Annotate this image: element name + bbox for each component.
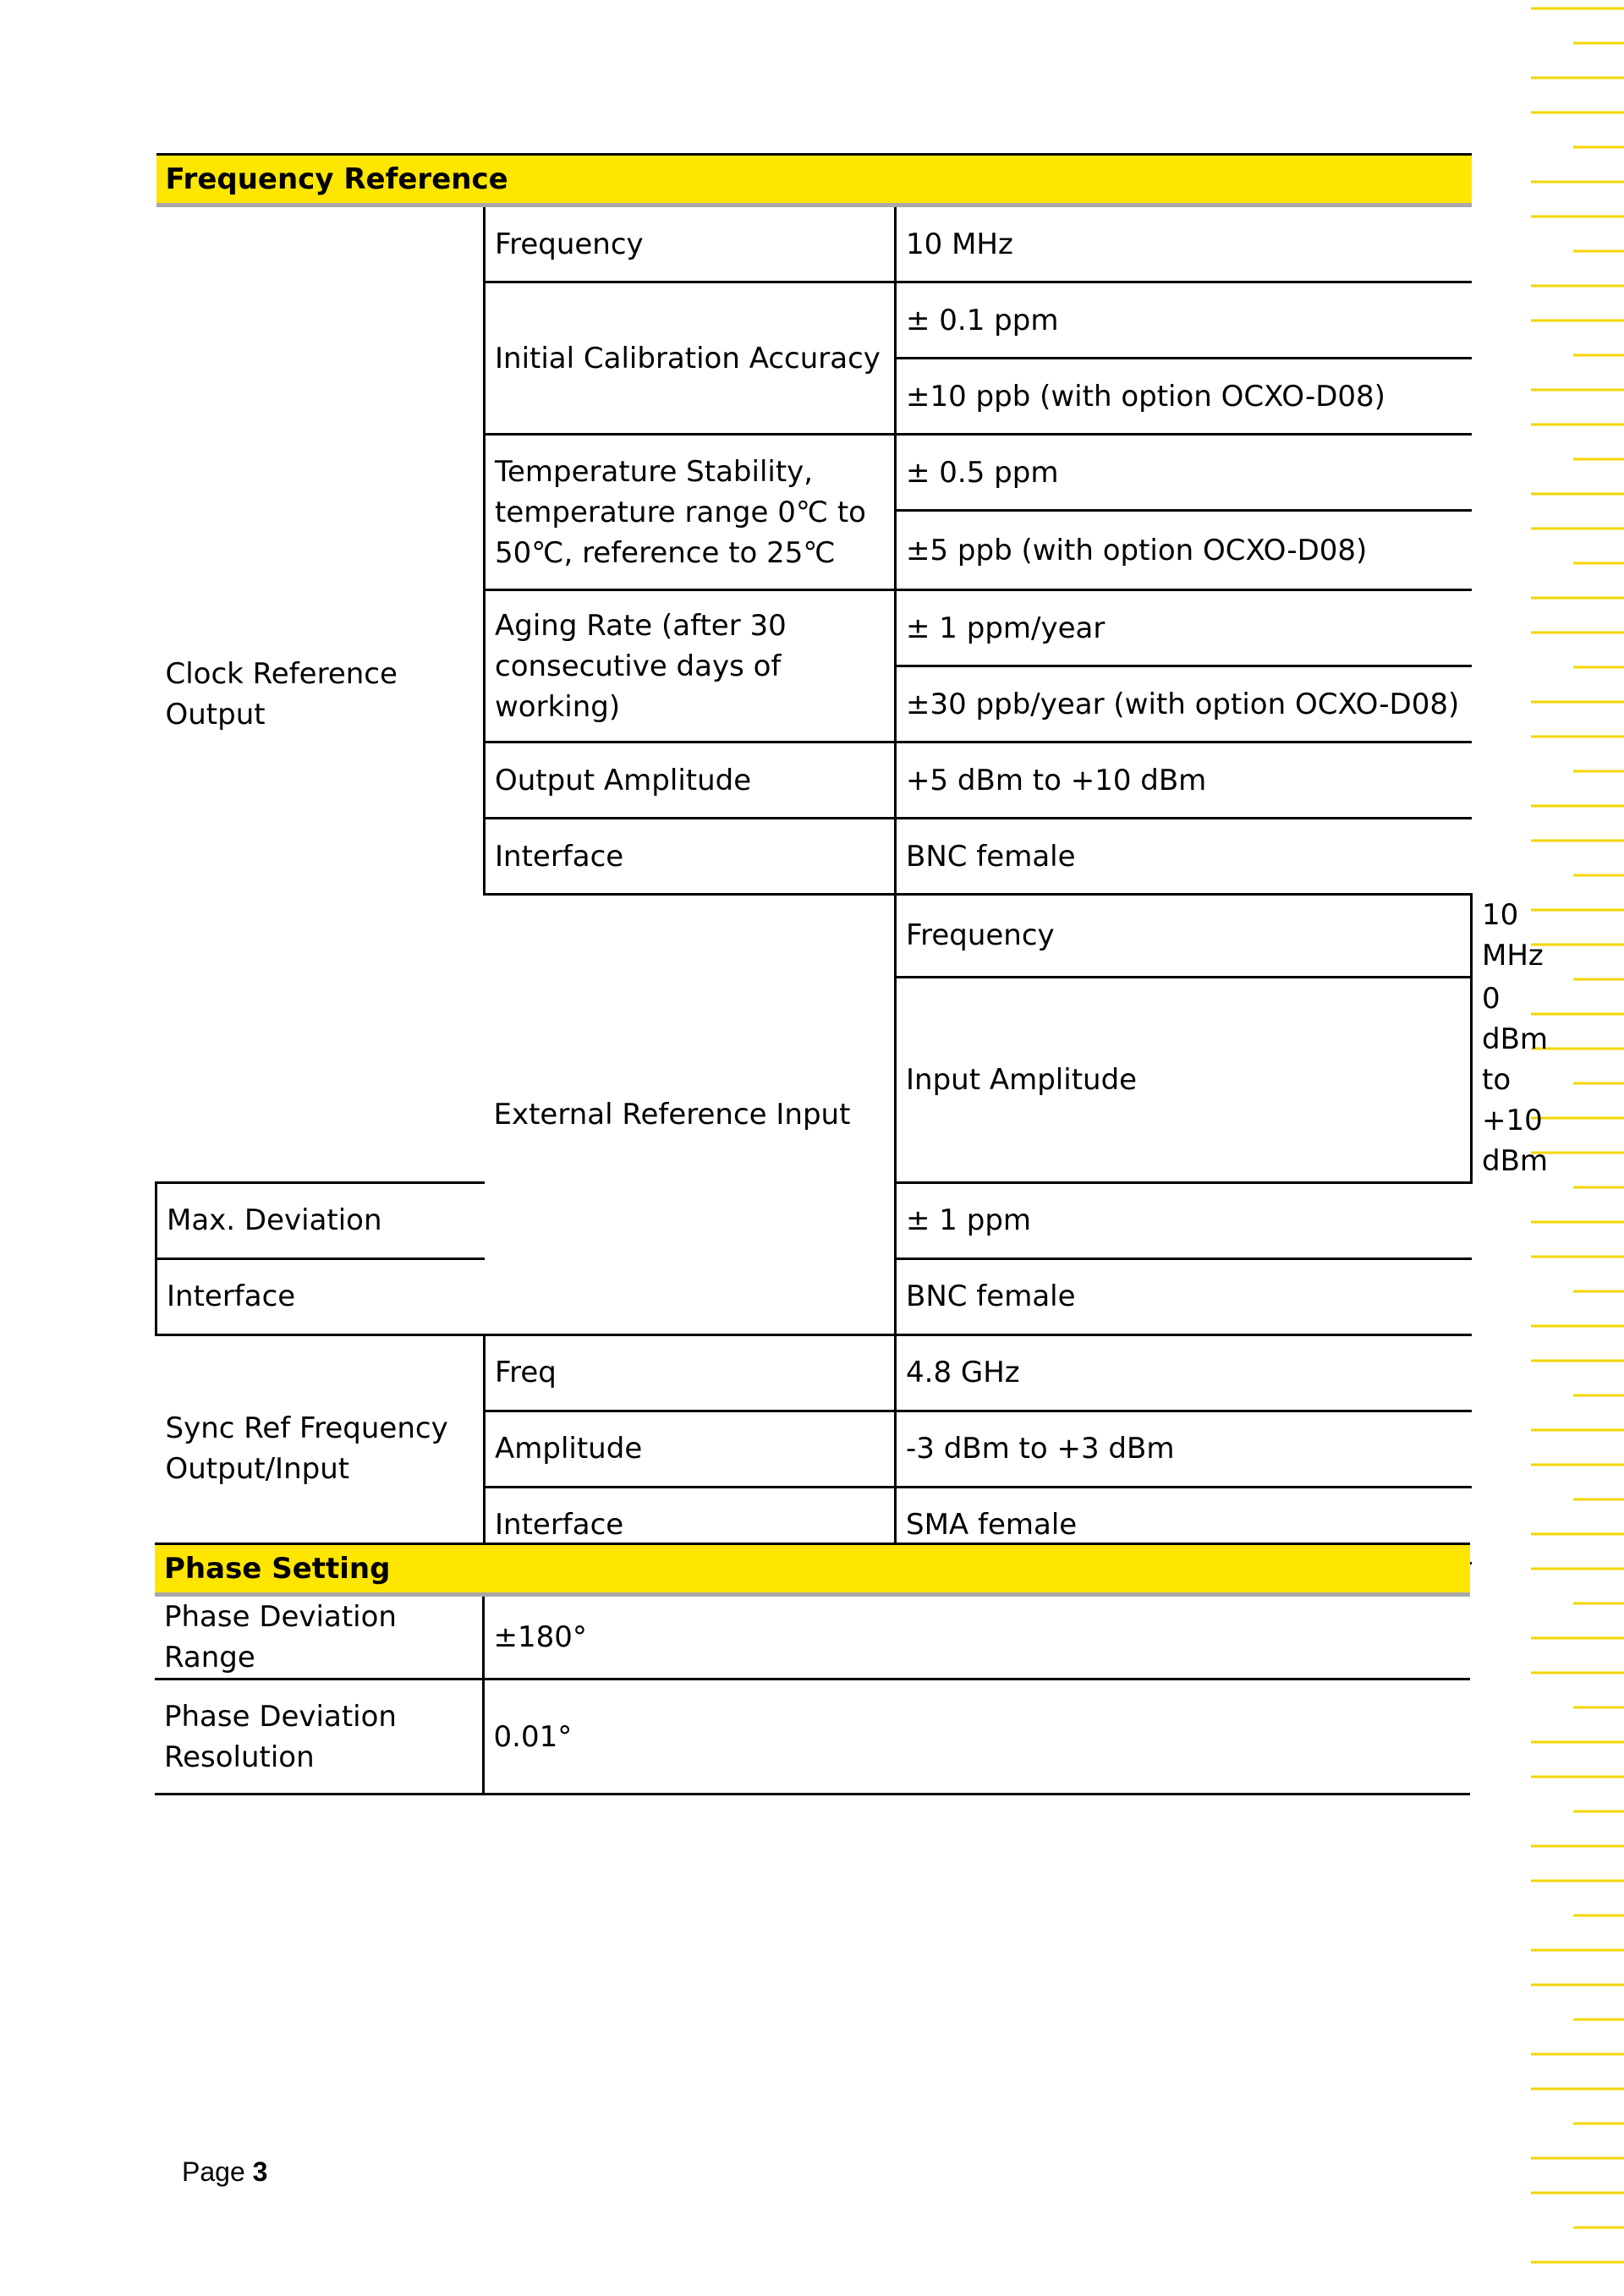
table-row [156,1334,1472,1411]
value-cell: ±30 ppb/year (with option OCXO-D08) [896,666,1472,743]
group-label-sync: Sync Ref Frequency Output/Input [156,1334,485,1563]
table-row: External Reference Input Frequency 10 MHz [156,895,1472,978]
table-row [155,1595,1470,1680]
param-cell: Interface [485,1487,896,1563]
value-cell: ± 0.5 ppm [896,435,1472,511]
param-cell: Initial Calibration Accuracy [485,282,896,435]
param-cell: Temperature Stability, temperature range 0℃ to 50℃, reference to 25℃ [485,435,896,590]
param-cell: Input Amplitude [896,977,1472,1182]
value-cell: +5 dBm to +10 dBm [896,743,1472,819]
param-cell: Aging Rate (after 30 consecutive days of working) [485,590,896,743]
value-cell: ± 0.1 ppm [896,282,1472,359]
table-row: Input Amplitude 0 dBm to +10 dBm [156,977,1472,1182]
section-title-phase-setting: Phase Setting [155,1544,1470,1595]
param-cell: Amplitude [485,1411,896,1487]
section-title-frequency-reference: Frequency Reference [156,155,1472,205]
param-cell: Freq [485,1334,896,1411]
page-label: Page [182,2156,245,2187]
value-cell: 10 MHz [896,205,1472,282]
value-cell: ±180° [483,1595,1470,1680]
page-number [182,2156,267,2188]
value-cell: SMA female [896,1487,1472,1563]
param-cell: Frequency [485,205,896,282]
table-row [155,1680,1470,1795]
param-cell: Output Amplitude [485,743,896,819]
value-cell: BNC female [896,819,1472,895]
frequency-reference-table [155,153,1549,1564]
value-cell: ±10 ppb (with option OCXO-D08) [896,359,1472,435]
param-cell: Phase Deviation Resolution [155,1680,483,1795]
param-cell: Phase Deviation Range [155,1595,483,1680]
value-cell: ± 1 ppm/year [896,590,1472,666]
value-cell: BNC female [896,1258,1472,1334]
value-cell: 0.01° [483,1680,1470,1795]
param-cell: Interface [485,819,896,895]
param-cell: Frequency [896,895,1472,978]
value-cell: 4.8 GHz [896,1334,1472,1411]
value-cell: ±5 ppb (with option OCXO-D08) [896,511,1472,590]
table-row [156,205,1472,282]
group-label-clock: Clock Reference Output [156,205,485,1183]
value-cell: -3 dBm to +3 dBm [896,1411,1472,1487]
phase-setting-table [155,1543,1470,1795]
group-label-external: External Reference Input [485,895,896,1335]
param-cell: Max. Deviation [156,1182,485,1258]
param-cell: Interface [156,1258,485,1334]
value-cell: ± 1 ppm [896,1182,1472,1258]
page-number-value: 3 [252,2156,268,2187]
